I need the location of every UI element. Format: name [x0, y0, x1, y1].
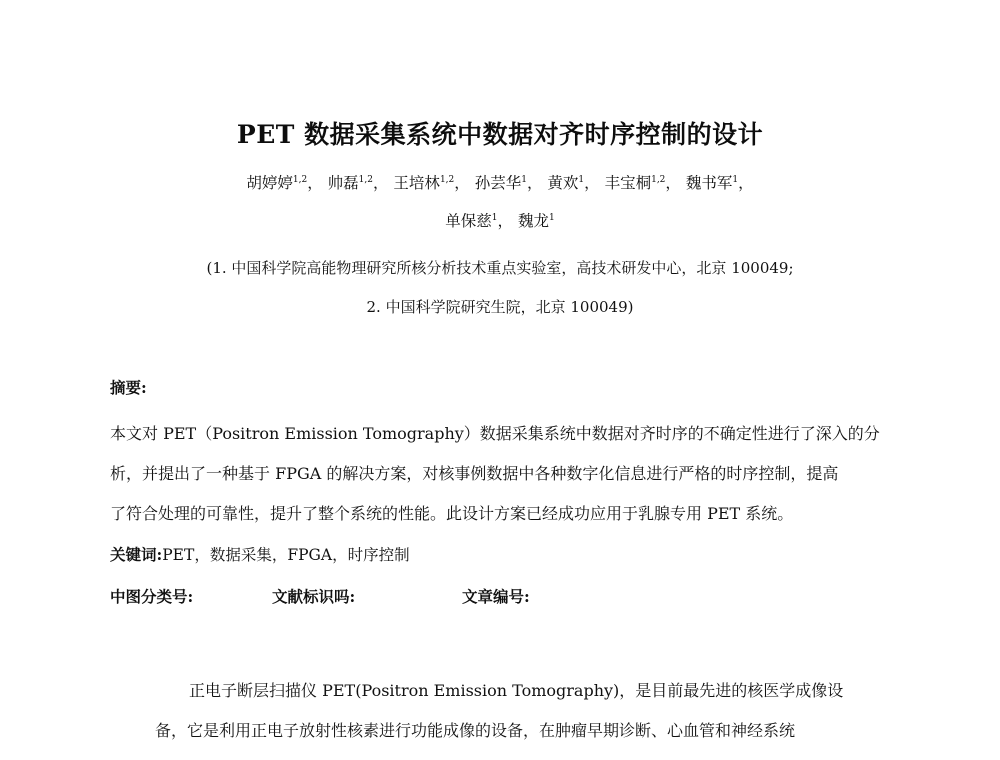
affiliation-line-1: (1. 中国科学院高能物理研究所核分析技术重点实验室，高技术研发中心，北京 100049;: [206, 259, 794, 277]
author-name: 黄欢: [547, 174, 579, 192]
author-affiliation-mark: 1,2: [651, 174, 666, 185]
author-name: 王培林: [393, 174, 440, 192]
clc-number-label: 中图分类号:: [110, 587, 194, 606]
article-number-label: 文章编号:: [462, 587, 530, 606]
abstract-line: 本文对 PET（Positron Emission Tomography）数据采集系统中数据对齐时序的不确定性进行了深入的分: [110, 424, 880, 443]
paper-title: PET 数据采集系统中数据对齐时序控制的设计: [236, 120, 764, 149]
author-name: 帅磊: [327, 174, 359, 192]
author-affiliation-mark: 1,2: [439, 174, 455, 185]
body-text-line: 备，它是利用正电子放射性核素进行功能成像的设备，在肿瘤早期诊断、心血管和神经系统: [155, 721, 796, 740]
author-name: 魏书军: [685, 174, 733, 192]
author-name: 单保慈: [445, 212, 492, 230]
abstract-line: 了符合处理的可靠性，提升了整个系统的性能。此设计方案已经成功应用于乳腺专用 PET 系统。: [110, 504, 794, 523]
author-affiliation-mark: 1,2: [292, 174, 308, 185]
author-name: 丰宝桐: [604, 174, 652, 192]
author-list-line-2: 单保慈$^1$， 魏龙$^1$: [445, 212, 555, 230]
abstract-label: 摘要:: [110, 378, 147, 397]
affiliation-line-2: 2. 中国科学院研究生院，北京 100049): [366, 298, 634, 316]
author-name: 魏龙: [517, 212, 549, 230]
author-name: 孙芸华: [474, 174, 522, 192]
author-affiliation-mark: 1: [491, 212, 498, 223]
classification-row: [110, 585, 530, 607]
author-affiliation-mark: 1: [732, 174, 739, 185]
document-id-label: 文献标识吗:: [272, 587, 356, 606]
keywords-line: [110, 543, 410, 565]
body-text-line: 正电子断层扫描仪 PET(Positron Emission Tomography)，是目前最先进的核医学成像设: [189, 681, 844, 700]
author-affiliation-mark: 1,2: [358, 174, 373, 185]
author-affiliation-mark: 1: [521, 174, 527, 185]
author-list-line-1: 胡婷婷$^{1,2}$， 帅磊$^{1,2}$， 王培林$^{1,2}$， 孙芸华$^1$， 黄欢$^1$， 丰宝桐$^{1,2}$， 魏书军$^1$，: [246, 174, 754, 192]
keywords-label: 关键词:: [110, 545, 163, 564]
abstract-line: 析，并提出了一种基于 FPGA 的解决方案，对核事例数据中各种数字化信息进行严格的时序控制，提高: [110, 464, 839, 483]
author-affiliation-mark: 1: [578, 174, 585, 185]
author-affiliation-mark: 1: [548, 212, 555, 223]
keywords-text: PET，数据采集，FPGA，时序控制: [162, 546, 410, 564]
author-name: 胡婷婷: [246, 174, 293, 192]
